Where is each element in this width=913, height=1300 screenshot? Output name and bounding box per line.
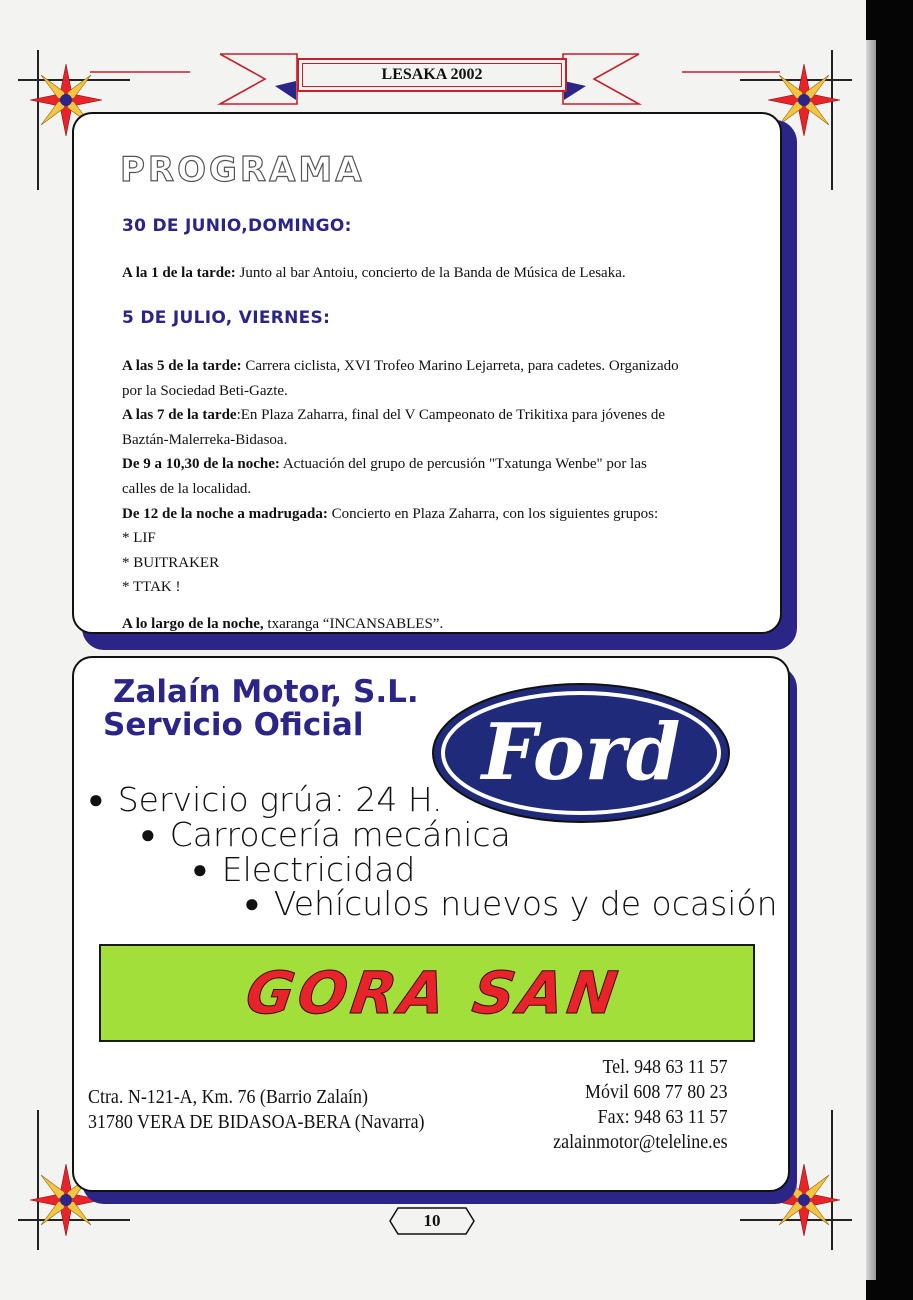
- service-item-tow: [88, 780, 443, 819]
- group-item: * LIF: [122, 530, 156, 547]
- event-text: Concierto en Plaza Zaharra, con los siguientes grupos:: [327, 505, 659, 522]
- service-text: Servicio grúa: 24 H.: [117, 780, 443, 819]
- service-text: Vehículos nuevos y de ocasión: [273, 884, 778, 923]
- time-label: A las 7 de la tarde: [122, 407, 237, 424]
- mobile-number: Móvil 608 77 80 23: [585, 1082, 728, 1103]
- bullet-icon: ●: [140, 820, 156, 850]
- bullet-icon: ●: [244, 889, 260, 919]
- header-title: LESAKA 2002: [297, 58, 567, 92]
- company-line-1: Zalaín Motor, S.L.: [113, 674, 419, 710]
- bullet-icon: ●: [88, 785, 104, 815]
- event-text-cont: por la Sociedad Beti-Gazte.: [122, 382, 288, 399]
- ford-logo-text: Ford: [481, 707, 681, 798]
- fax-number: Fax: 948 63 11 57: [598, 1107, 728, 1128]
- service-text: Electricidad: [221, 850, 416, 889]
- time-label: A la 1 de la tarde:: [122, 265, 236, 281]
- time-label: A las 5 de la tarde:: [122, 358, 242, 374]
- july-5-paragraph: [122, 354, 762, 600]
- address-line-2: 31780 VERA DE BIDASOA-BERA (Navarra): [88, 1112, 425, 1133]
- address-line-1: Ctra. N-121-A, Km. 76 (Barrio Zalaín): [88, 1087, 368, 1108]
- phone-number: Tel. 948 63 11 57: [602, 1057, 728, 1078]
- event-text: txaranga “INCANSABLES”.: [263, 616, 444, 632]
- time-label: A lo largo de la noche,: [122, 616, 264, 632]
- service-item-bodywork: [140, 815, 511, 854]
- event-text-cont: Baztán-Malerreka-Bidasoa.: [122, 431, 288, 448]
- group-item: * TTAK !: [122, 579, 181, 596]
- page-edge: [866, 40, 876, 1280]
- time-label: De 12 de la noche a madrugada:: [122, 505, 328, 522]
- service-item-vehicles: [244, 884, 778, 923]
- company-name: [103, 676, 419, 742]
- event-text: Actuación del grupo de percusión "Txatunga Wenbe" por las: [279, 456, 647, 473]
- address-block: [88, 1085, 425, 1135]
- event-text: Junto al bar Antoiu, concierto de la Banda de Música de Lesaka.: [235, 265, 626, 281]
- company-line-2: Servicio Oficial: [103, 707, 364, 743]
- ford-logo: [430, 681, 732, 825]
- bullet-icon: ●: [192, 855, 208, 885]
- time-label: De 9 a 10,30 de la noche:: [122, 456, 280, 473]
- event-text-cont: calles de la localidad.: [122, 480, 252, 497]
- event-text: :En Plaza Zaharra, final del V Campeonato de Trikitixa para jóvenes de: [236, 407, 666, 424]
- email-address: zalainmotor@teleline.es: [553, 1132, 728, 1153]
- service-text: Carrocería mecánica: [169, 815, 511, 854]
- page-number: 10: [423, 1211, 441, 1230]
- event-text: Carrera ciclista, XVI Trofeo Marino Lejarreta, para cadetes. Organizado: [241, 358, 679, 374]
- closing-paragraph: [122, 612, 762, 637]
- contact-block: [554, 1055, 728, 1155]
- section-title-june-30: 30 DE JUNIO,DOMINGO:: [122, 216, 352, 236]
- banner-text: GORA SAN: [241, 959, 626, 1027]
- section-title-july-5: 5 DE JULIO, VIERNES:: [122, 308, 331, 328]
- june-30-paragraph: [122, 261, 762, 286]
- program-heading: PROGRAMA: [120, 150, 365, 190]
- group-item: * BUITRAKER: [122, 554, 220, 571]
- gora-san-fermin-banner: [99, 944, 755, 1042]
